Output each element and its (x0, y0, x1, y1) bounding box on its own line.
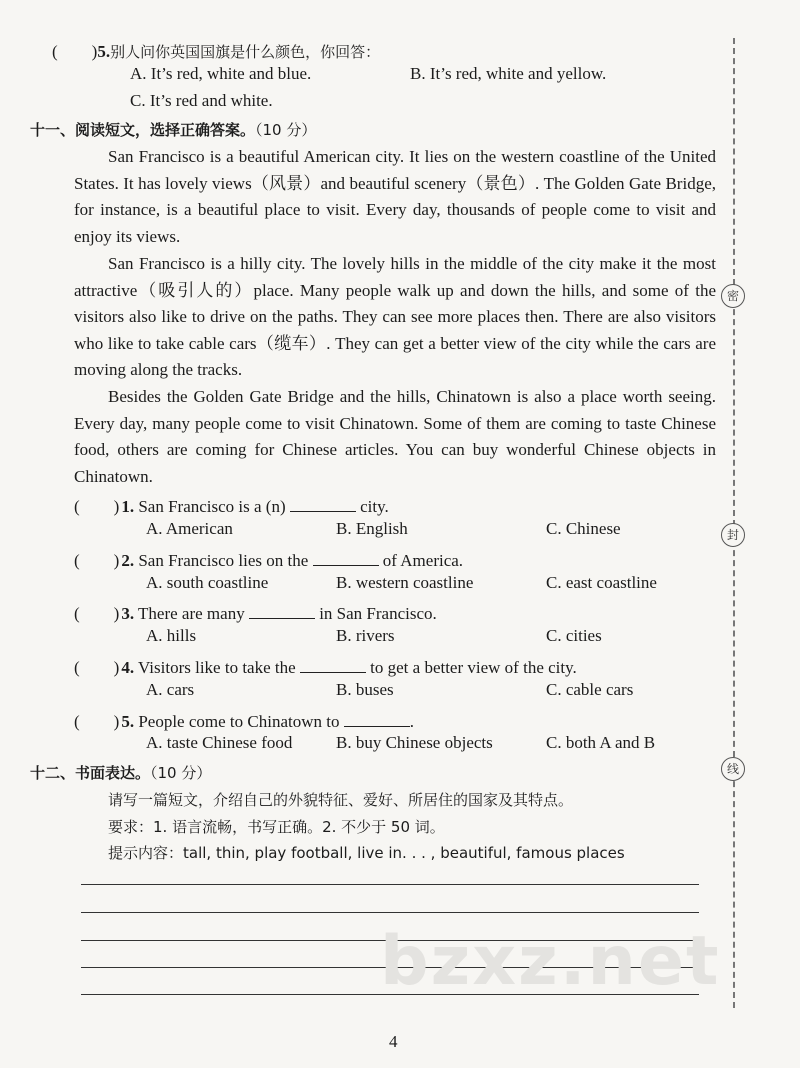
passage-paragraph-1: San Francisco is a beautiful American city. It lies on the western coastline of the United States. It has lovely views（风景）and beautiful scenery（景色）. The Golden Gate Bridge, for instance, is a beautiful place to visit. Every day, thousands of people come to visit and enjoy its views. (74, 147, 716, 246)
option-c: C. It’s red and white. (130, 91, 273, 110)
watermark: bzxz.net (380, 922, 721, 1001)
section-11-title: 十一、阅读短文，选择正确答案。 (30, 121, 256, 139)
answer-paren[interactable]: ( ) (74, 658, 120, 677)
question-text: People come to Chinatown to (138, 712, 340, 731)
option-c: C. Chinese (546, 519, 621, 538)
question-text: There are many (138, 604, 245, 623)
option-a: A. It’s red, white and blue. (130, 64, 312, 83)
section-11-points: （10 分） (255, 121, 317, 139)
option-c: C. both A and B (546, 733, 656, 752)
question-number: 5. (97, 42, 111, 61)
answer-paren[interactable]: ( ) (74, 551, 120, 570)
fill-blank[interactable] (300, 658, 366, 673)
option-a: A. American (146, 519, 233, 538)
option-b: B. It’s red, white and yellow. (410, 64, 607, 83)
option-b: B. western coastline (336, 573, 474, 592)
question-prompt: 别人问你英国国旗是什么颜色，你回答： (110, 43, 381, 61)
option-c: C. cities (546, 626, 602, 645)
section-11-heading (30, 119, 316, 140)
option-a: A. taste Chinese food (146, 733, 293, 752)
option-a: A. south coastline (146, 573, 269, 592)
section-12-heading (30, 762, 211, 783)
question-text: San Francisco lies on the (138, 551, 309, 570)
question-number: 3. (121, 604, 135, 623)
option-b: B. buses (336, 680, 394, 699)
section-12-points: （10 分） (150, 764, 212, 782)
question-number: 5. (121, 712, 135, 731)
fill-blank[interactable] (344, 712, 410, 727)
page-number: 4 (389, 1032, 398, 1051)
question-text-after: of America. (382, 551, 464, 570)
question-number: 4. (121, 658, 135, 677)
answer-paren[interactable]: ( ) (74, 604, 120, 623)
fill-blank[interactable] (249, 604, 315, 619)
option-a: A. hills (146, 626, 197, 645)
fill-blank[interactable] (290, 497, 356, 512)
question-text: Visitors like to take the (138, 658, 296, 677)
question-text-after: city. (360, 497, 389, 516)
option-b: B. English (336, 519, 408, 538)
writing-line[interactable] (81, 912, 699, 913)
question-text: San Francisco is a (n) (138, 497, 286, 516)
question-text-after: to get a better view of the city. (370, 658, 577, 677)
seal-feng: 封 (721, 523, 745, 547)
option-c: C. cable cars (546, 680, 634, 699)
seal-xian: 线 (721, 757, 745, 781)
writing-prompt: 请写一篇短文，介绍自己的外貌特征、爱好、所居住的国家及其特点。 (108, 791, 574, 809)
answer-paren[interactable]: ( ) (74, 497, 120, 516)
fill-blank[interactable] (313, 551, 379, 566)
answer-paren[interactable]: ( ) (74, 712, 120, 731)
question-number: 1. (121, 497, 135, 516)
writing-line[interactable] (81, 884, 699, 885)
prev-question-line (52, 37, 380, 62)
seal-mi: 密 (721, 284, 745, 308)
question-text-after: in San Francisco. (319, 604, 437, 623)
option-b: B. buy Chinese objects (336, 733, 493, 752)
answer-paren[interactable]: ( ) (52, 42, 98, 61)
option-a: A. cars (146, 680, 195, 699)
passage-paragraph-2: San Francisco is a hilly city. The lovely hills in the middle of the city make it the most attractive（吸引人的）place. Many people walk up and down the hills, and some of the visitors also like to drive on the paths. They can see more places then. There are also visitors who like to take cable cars（缆车）. They can get a better view of the city while the cars are moving along the tracks. (74, 254, 716, 380)
section-12-title: 十二、书面表达。 (30, 764, 151, 782)
question-text-after: . (409, 712, 414, 731)
writing-hints: 提示内容：tall, thin, play football, live in. . . , beautiful, famous places (108, 844, 625, 862)
option-c: C. east coastline (546, 573, 657, 592)
option-b: B. rivers (336, 626, 395, 645)
passage-paragraph-3: Besides the Golden Gate Bridge and the hills, Chinatown is also a place worth seeing. Every day, many people come to visit Chinatown. Some of them are coming to taste Chinese food, others are coming for Chinese articles. You can buy wonderful Chinese objects in Chinatown. (74, 387, 716, 486)
writing-requirements: 要求：1. 语言流畅，书写正确。2. 不少于 50 词。 (108, 818, 445, 836)
question-number: 2. (121, 551, 135, 570)
